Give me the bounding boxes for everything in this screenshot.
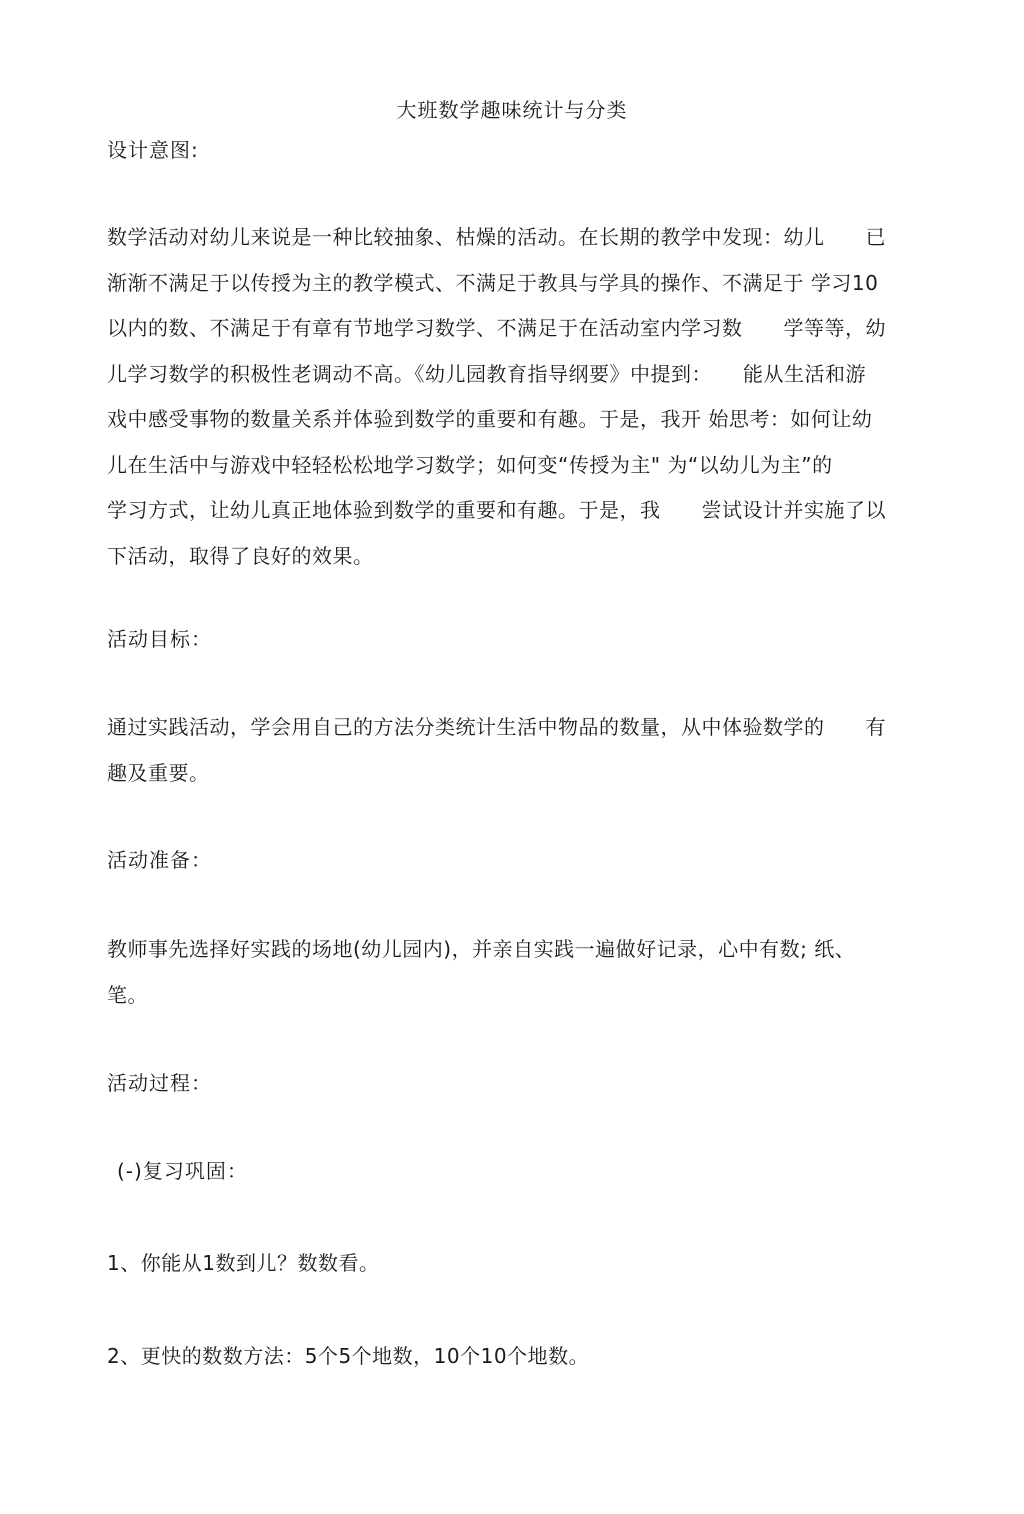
paragraph-line: 儿在生活中与游戏中轻轻松松地学习数学；如何变“传授为主" 为“以幼儿为主”的: [107, 452, 833, 477]
design-intent-paragraph: [107, 215, 919, 579]
prep-paragraph: [107, 927, 919, 1018]
paragraph-line: 教师事先选择好实践的场地(幼儿园内)，并亲自实践一遍做好记录，心中有数; 纸、: [107, 937, 856, 961]
paragraph-line: 戏中感受事物的数量关系并体验到数学的重要和有趣。于是，我开 始思考：如何让幼: [107, 407, 873, 431]
paragraph-line: 笔。: [107, 982, 148, 1007]
design-intent-heading: 设计意图:: [107, 138, 199, 162]
document-title: 大班数学趣味统计与分类: [396, 98, 628, 122]
paragraph-line: 渐渐不满足于以传授为主的教学模式、不满足于教具与学具的操作、不满足于 学习10: [107, 270, 879, 295]
paragraph-line: 儿学习数学的积极性老调动不高。《幼儿园教育指导纲要》中提到： 能从生活和游: [107, 361, 866, 386]
paragraph-line: 趣及重要。: [107, 760, 210, 785]
paragraph-line: 数学活动对幼儿来说是一种比较抽象、枯燥的活动。在长期的教学中发现：幼儿 已: [107, 225, 886, 249]
paragraph-line: 下活动，取得了良好的效果。: [107, 543, 374, 568]
paragraph-line: 以内的数、不满足于有章有节地学习数学、不满足于在活动室内学习数 学等等，幼: [107, 316, 886, 340]
paragraph-line: 学习方式，让幼儿真正地体验到数学的重要和有趣。于是，我 尝试设计并实施了以: [107, 498, 886, 522]
process-heading: 活动过程：: [107, 1071, 212, 1095]
prep-heading: 活动准备：: [107, 848, 212, 872]
goal-heading: 活动目标：: [107, 627, 212, 651]
review-heading: (-)复习巩固：: [117, 1159, 248, 1183]
goal-paragraph: [107, 705, 919, 796]
list-item-1: 1、你能从1数到儿？数数看。: [107, 1251, 380, 1275]
paragraph-line: 通过实践活动，学会用自己的方法分类统计生活中物品的数量，从中体验数学的 有: [107, 715, 886, 739]
list-item-2: 2、更快的数数方法：5个5个地数，10个10个地数。: [107, 1344, 590, 1368]
